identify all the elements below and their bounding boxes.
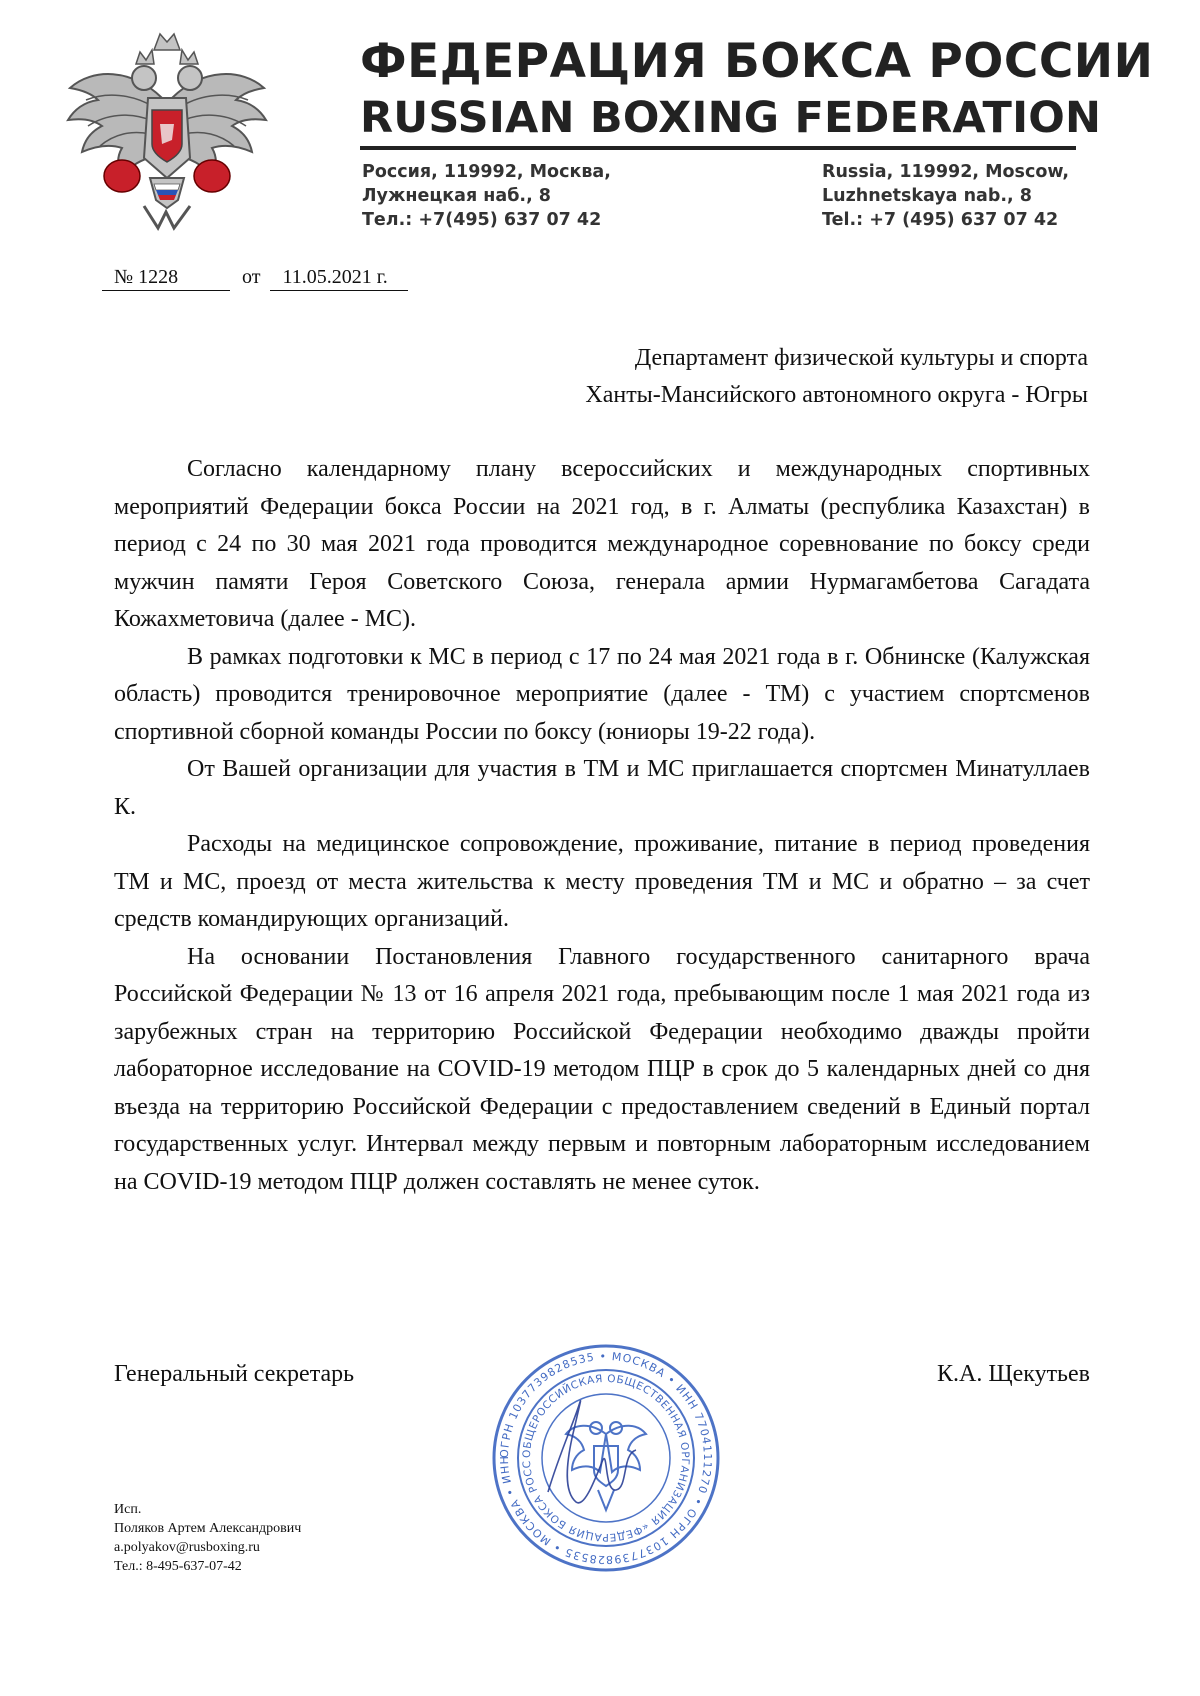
stamp-outer-text: ОГРН 1037739828535 • МОСКВА • ИНН 7704111270 • ОГРН 1037739828535 • МОСКВА • ИНН — [497, 1349, 715, 1567]
signatory-name: К.А. Щекутьев — [937, 1361, 1090, 1387]
federation-emblem-icon — [62, 28, 272, 238]
header-divider — [360, 146, 1076, 150]
executor-label: Исп. — [114, 1502, 142, 1517]
addressee — [585, 340, 1088, 414]
address-ru-line: Лужнецкая наб., 8 — [362, 186, 551, 206]
letter-date: 11.05.2021 г. — [270, 266, 408, 291]
address-en — [822, 160, 1069, 232]
official-seal-stamp — [490, 1342, 722, 1574]
address-en-line: Tel.: +7 (495) 637 07 42 — [822, 210, 1059, 230]
letter-body — [114, 451, 1090, 1201]
body-paragraph: На основании Постановления Главного государственного санитарного врача Российской Федерации № 13 от 16 апреля 2021 года, пребывающим после 1 мая 2021 года из зарубежных стран на территорию Российской Федерации необходимо дважды пройти лабораторное исследование на COVID-19 методом ПЦР в срок до 5 календарных дней со дня въезда на территорию Российской Федерации с предоставлением сведений в Единый портал государственных услуг. Интервал между первым и повторным лабораторным исследованием на COVID-19 методом ПЦР должен составлять не менее суток. — [114, 943, 1090, 1195]
reference-separator: от — [242, 266, 261, 288]
executor-block — [114, 1500, 301, 1576]
letter-reference — [102, 266, 408, 291]
body-paragraph: Расходы на медицинское сопровождение, проживание, питание в период проведения ТМ и МС, проезд от места жительства к месту проведения ТМ и МС и обратно – за счет средств командирующих организаций. — [114, 831, 1090, 932]
executor-phone: Тел.: 8-495-637-07-42 — [114, 1559, 242, 1574]
signatory-title: Генеральный секретарь — [114, 1361, 355, 1387]
federation-title-en: RUSSIAN BOXING FEDERATION — [360, 93, 1102, 143]
body-paragraph: Согласно календарному плану всероссийских и международных спортивных мероприятий Федерации бокса России на 2021 год, в г. Алматы (республика Казахстан) в период с 24 по 30 мая 2021 года проводится международное соревнование по боксу среди мужчин памяти Героя Советского Союза, генерала армии Нурмагамбетова Сагадата Кожахметовича (далее - МС). — [114, 456, 1090, 632]
address-en-line: Luzhnetskaya nab., 8 — [822, 186, 1032, 206]
body-paragraph: В рамках подготовки к МС в период с 17 по 24 мая 2021 года в г. Обнинске (Калужская область) проводится тренировочное мероприятие (далее - ТМ) с участием спортсменов спортивной сборной команды России по боксу (юниоры 19-22 года). — [114, 643, 1090, 745]
executor-name: Поляков Артем Александрович — [114, 1521, 302, 1536]
address-ru-line: Тел.: +7(495) 637 07 42 — [362, 210, 602, 230]
federation-title-ru: ФЕДЕРАЦИЯ БОКСА РОССИИ — [360, 34, 1154, 89]
letter-number: № 1228 — [102, 266, 230, 291]
address-ru-line: Россия, 119992, Москва, — [362, 162, 611, 182]
executor-email: a.polyakov@rusboxing.ru — [114, 1540, 260, 1555]
stamp-inner-text: ОБЩЕРОССИЙСКАЯ ОБЩЕСТВЕННАЯ ОРГАНИЗАЦИЯ «ФЕДЕРАЦИЯ БОКСА РОСС — [520, 1372, 692, 1544]
address-ru — [362, 160, 611, 232]
addressee-line: Департамент физической культуры и спорта — [634, 345, 1088, 371]
addressee-line: Ханты-Мансийского автономного округа - Югры — [585, 382, 1088, 408]
body-paragraph: От Вашей организации для участия в ТМ и МС приглашается спортсмен Минатуллаев К. — [114, 756, 1090, 820]
address-en-line: Russia, 119992, Moscow, — [822, 162, 1070, 182]
